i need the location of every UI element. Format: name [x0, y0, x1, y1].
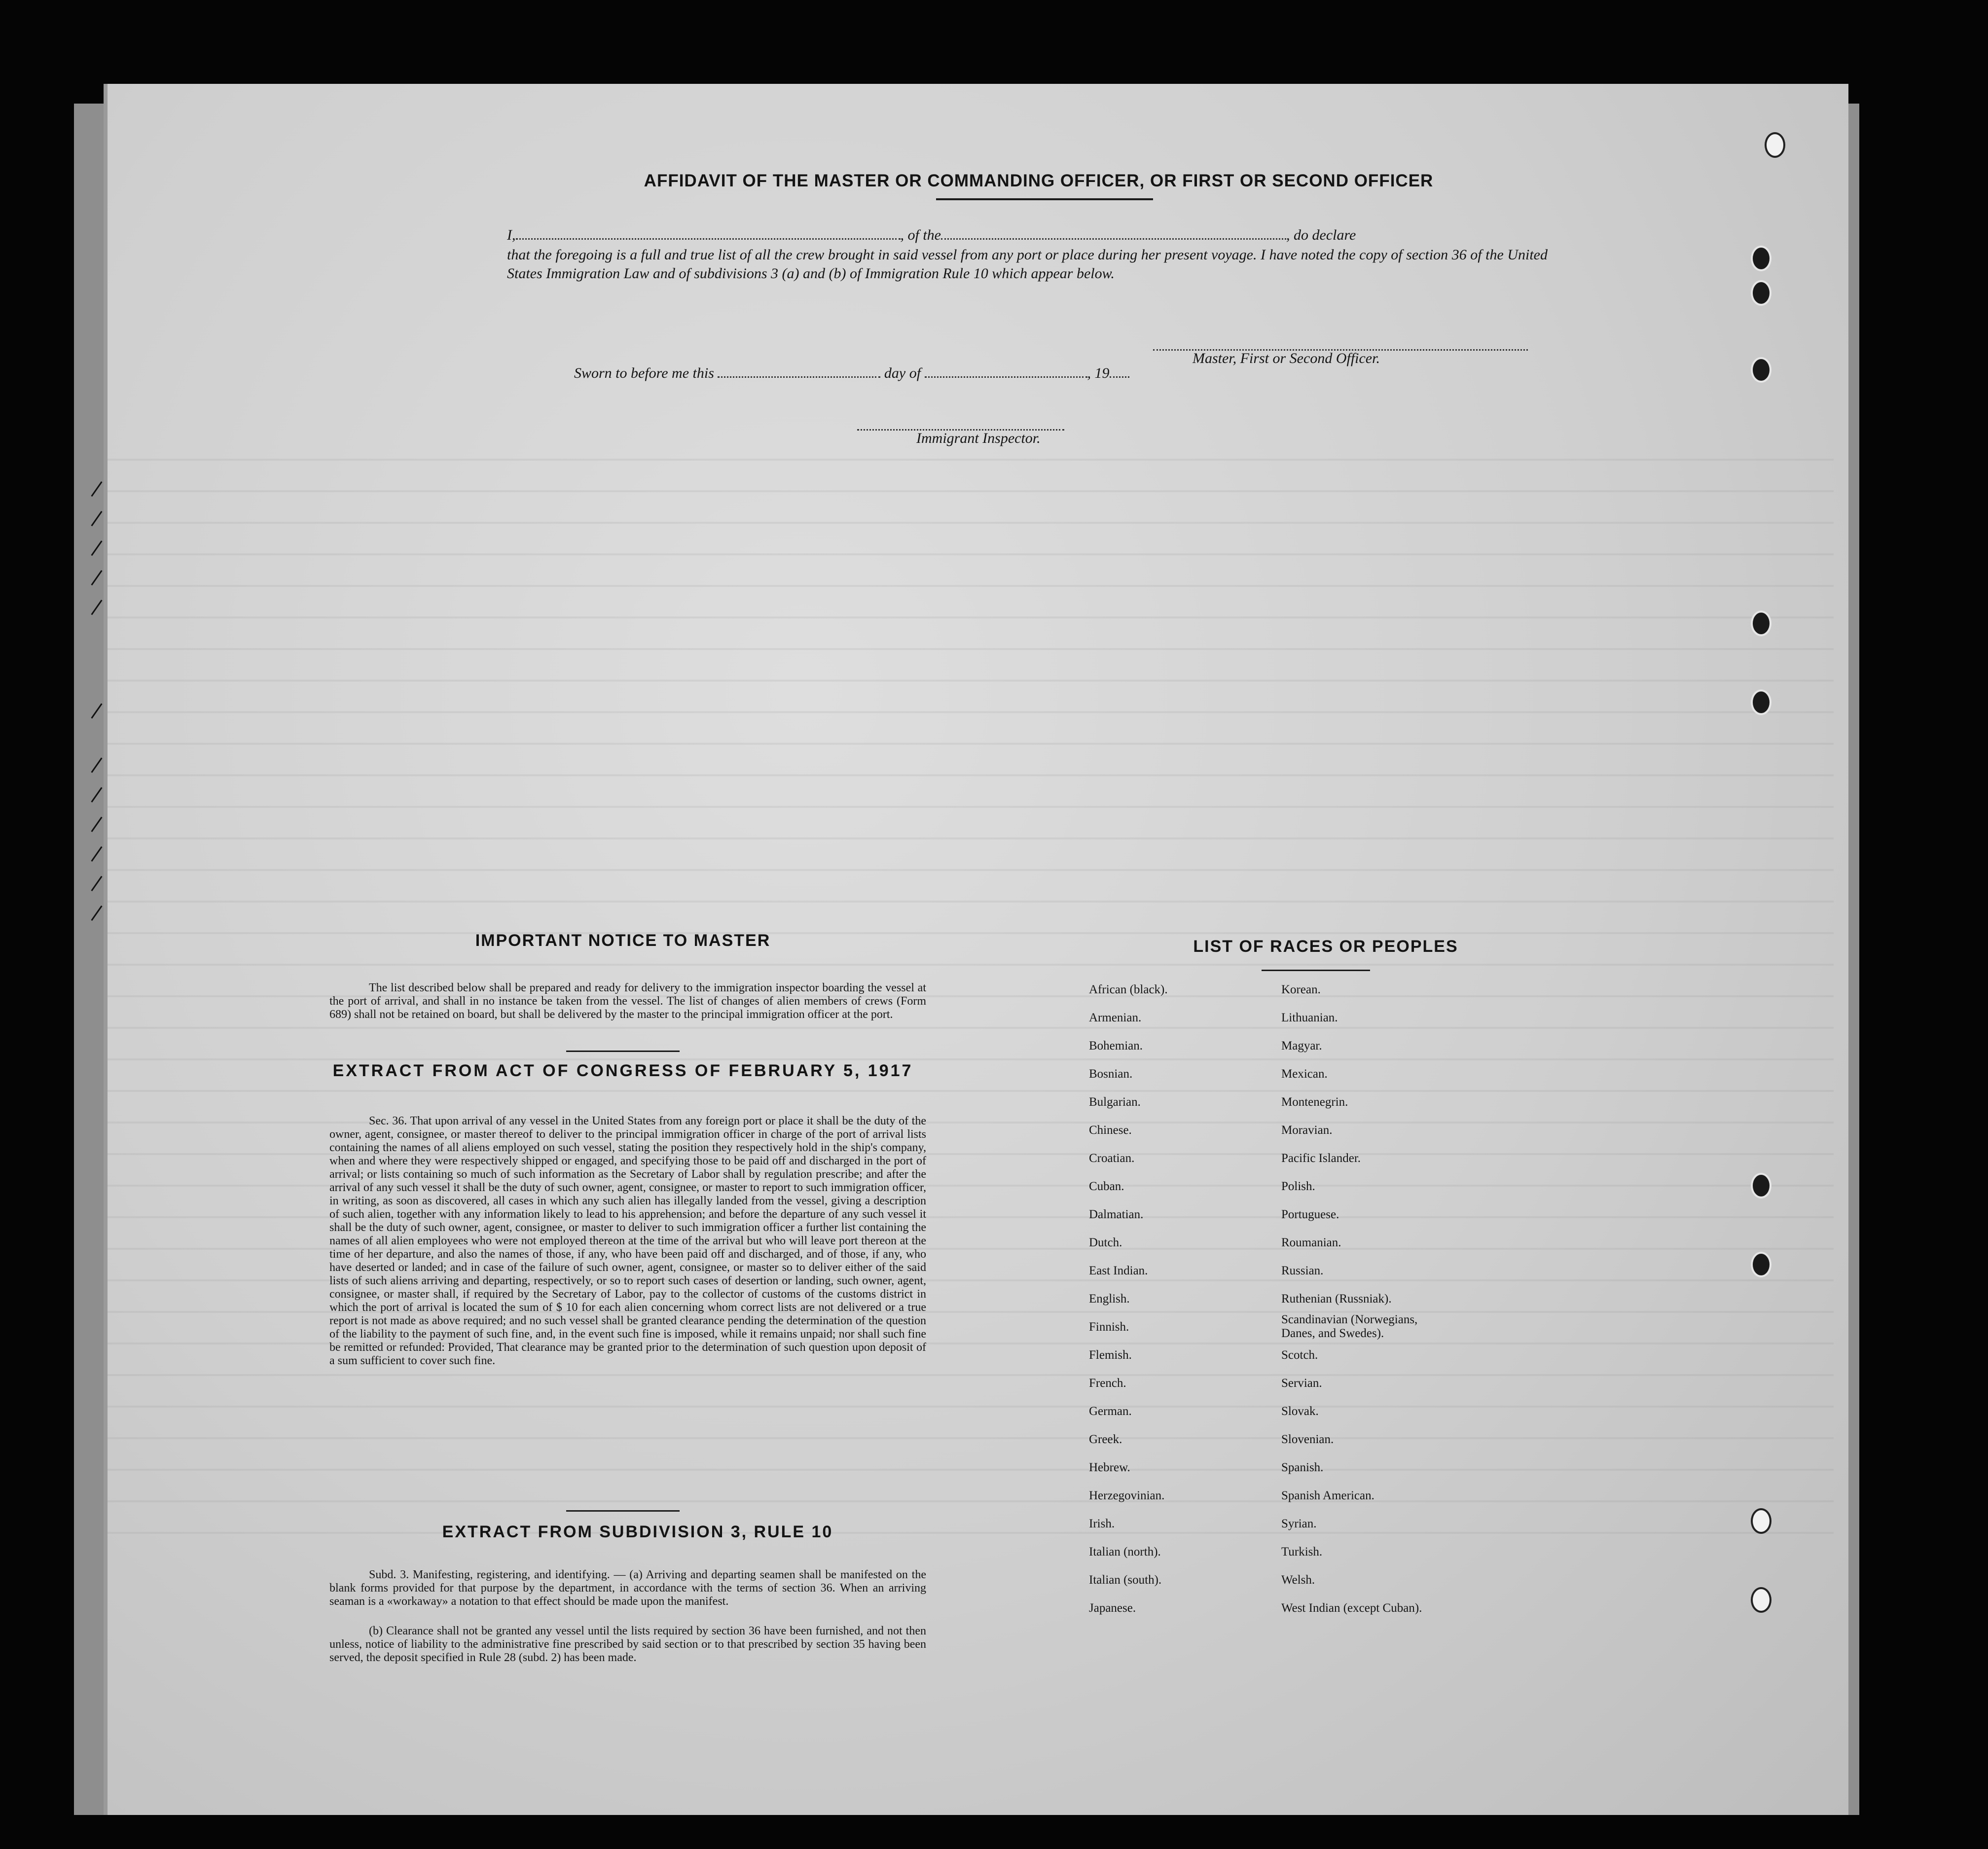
race-item: Spanish.	[1281, 1461, 1324, 1474]
races-heading: LIST OF RACES OR PEOPLES	[1193, 937, 1458, 956]
binder-hole	[1751, 1508, 1771, 1534]
race-item: Ruthenian (Russniak).	[1281, 1292, 1392, 1305]
binder-hole	[1751, 689, 1771, 715]
races-left-column	[1089, 976, 1296, 1622]
race-item: Bosnian.	[1089, 1067, 1133, 1081]
race-item: Bohemian.	[1089, 1039, 1143, 1052]
sworn-day-field[interactable]	[718, 376, 880, 378]
title-underline	[936, 198, 1153, 200]
sworn-line	[574, 364, 1129, 383]
sworn-month-field[interactable]	[925, 376, 1087, 378]
declare-end: , do declare	[1286, 227, 1356, 243]
binder-hole	[1751, 357, 1771, 383]
race-item: Croatian.	[1089, 1152, 1135, 1165]
race-item: Scandinavian (Norwegians, Danes, and Swedes).	[1281, 1313, 1418, 1340]
race-item: French.	[1089, 1377, 1126, 1390]
race-item: Montenegrin.	[1281, 1095, 1348, 1109]
race-item: Flemish.	[1089, 1348, 1132, 1362]
vessel-field[interactable]	[941, 238, 1286, 240]
declaration-line	[507, 226, 1548, 245]
inspector-label: Immigrant Inspector.	[916, 430, 1041, 446]
race-item: Slovenian.	[1281, 1433, 1334, 1446]
race-item: Portuguese.	[1281, 1208, 1339, 1221]
race-item: Italian (north).	[1089, 1545, 1161, 1559]
race-item: Finnish.	[1089, 1320, 1129, 1334]
act-text: Sec. 36. That upon arrival of any vessel in the United States from any foreign port or place it shall be the duty of the owner, agent, consignee, or master thereof to deliver to the principal immigration officer in charge of the port of arrival lists containing the names of all aliens employed on such vessel, stating the position they respectively hold in the ship's company, when and where they were respectively shipped or engaged, and specifying those to be paid off and discharged in the port of arrival; or lists containing so much of such information as the Secretary of Labor shall by regulation prescribe; and after the arrival of any such vessel it shall be the duty of such owner, agent, consignee, or master to report to such immigration officer, in writing, as soon as discovered, all cases in which any such alien has illegally landed from the vessel, giving a description of such alien, together with any information likely to lead to his apprehension; and before the departure of any such vessel it shall be the duty of such owner, agent, consignee, or master to deliver to such immigration officer a further list containing the names of all alien employees who were not employed thereon at the time of the arrival but who will leave port thereon at the time of her departure, and also the names of those, if any, who have been paid off and discharged, and of those, if any, who have deserted or landed; and in case of the failure of such owner, agent, consignee, or master so to deliver either of the said lists of such aliens arriving and departing, respectively, or so to report such cases of desertion or landing, such owner, agent, consignee, or master shall, if required by the Secretary of Labor, pay to the collector of customs of the customs district in which the port of arrival is located the sum of $ 10 for each alien concerning whom correct lists are not delivered or a true report is not made as above required; and no such vessel shall be granted clearance pending the determination of the question of the liability to the payment of such fine, and, in the event such fine is imposed, while it remains unpaid; nor shall such fine be remitted or refunded: Provided, That clearance may be granted prior to the determination of such question upon deposit of a sum sufficient to cover such fine.	[329, 1115, 926, 1367]
signature-label: Master, First or Second Officer.	[1193, 350, 1380, 366]
race-item: Korean.	[1281, 983, 1321, 996]
race-item: Bulgarian.	[1089, 1095, 1141, 1109]
race-item: Servian.	[1281, 1377, 1322, 1390]
rule-text-b: (b) Clearance shall not be granted any vessel until the lists required by section 36 have been furnished, and not then unless, notice of liability to the administrative fine prescribed by said section or to that prescribed by section 35 having been served, the deposit specified in Rule 28 (subd. 2) has been made.	[329, 1625, 926, 1664]
race-item: Armenian.	[1089, 1011, 1142, 1024]
race-item: Italian (south).	[1089, 1573, 1162, 1587]
race-item: Roumanian.	[1281, 1236, 1341, 1249]
race-item: Russian.	[1281, 1264, 1324, 1277]
race-item: English.	[1089, 1292, 1130, 1305]
race-item: Greek.	[1089, 1433, 1122, 1446]
binder-hole	[1751, 280, 1771, 306]
race-item: Scotch.	[1281, 1348, 1318, 1362]
race-item: Dalmatian.	[1089, 1208, 1144, 1221]
notice-text: The list described below shall be prepared and ready for delivery to the immigration inspector boarding the vessel at the port of arrival, and shall in no instance be taken from the vessel. The list of changes of alien members of crews (Form 689) shall not be retained on board, but shall be delivered by the master to the principal immigration officer at the port.	[329, 981, 926, 1021]
binder-hole	[1751, 611, 1771, 636]
race-item: Polish.	[1281, 1180, 1315, 1193]
race-item: German.	[1089, 1405, 1132, 1418]
year-prefix: , 19	[1087, 365, 1110, 381]
race-item: Chinese.	[1089, 1124, 1132, 1137]
notice-rule	[566, 1051, 680, 1052]
race-item: African (black).	[1089, 983, 1168, 996]
race-item: Syrian.	[1281, 1517, 1317, 1530]
race-item: Cuban.	[1089, 1180, 1124, 1193]
sworn-label: Sworn to before me this	[574, 365, 714, 381]
race-item: Pacific Islander.	[1281, 1152, 1361, 1165]
binder-hole	[1751, 246, 1771, 271]
sworn-year-field[interactable]	[1110, 376, 1129, 378]
name-field[interactable]	[516, 238, 901, 240]
race-item: Irish.	[1089, 1517, 1115, 1530]
notice-heading: IMPORTANT NOTICE TO MASTER	[475, 931, 771, 950]
race-item: Spanish American.	[1281, 1489, 1374, 1502]
race-item: East Indian.	[1089, 1264, 1148, 1277]
binder-hole	[1751, 1173, 1771, 1198]
binder-hole	[1751, 1587, 1771, 1613]
rule-text-a: Subd. 3. Manifesting, registering, and identifying. — (a) Arriving and departing seamen shall be manifested on the blank forms provided for that purpose by the department, in accordance with the terms of section 36. When an arriving seaman is a «workaway» a notation to that effect should be made upon the manifest.	[329, 1568, 926, 1608]
race-item: Hebrew.	[1089, 1461, 1130, 1474]
race-item: Dutch.	[1089, 1236, 1122, 1249]
binder-hole	[1765, 132, 1785, 158]
binder-hole	[1751, 1252, 1771, 1277]
race-item: West Indian (except Cuban).	[1281, 1601, 1422, 1615]
race-item: Welsh.	[1281, 1573, 1315, 1587]
race-item: Turkish.	[1281, 1545, 1323, 1559]
race-item: Magyar.	[1281, 1039, 1322, 1052]
day-of-label: day of	[884, 365, 921, 381]
race-item: Japanese.	[1089, 1601, 1136, 1615]
rule-heading: EXTRACT FROM SUBDIVISION 3, RULE 10	[442, 1523, 833, 1541]
races-right-column	[1281, 976, 1557, 1622]
affidavit-title: AFFIDAVIT OF THE MASTER OR COMMANDING OFFICER, OR FIRST OR SECOND OFFICER	[644, 171, 1434, 190]
act-rule	[566, 1510, 680, 1512]
declare-lead: I,	[507, 227, 516, 243]
race-item: Mexican.	[1281, 1067, 1328, 1081]
race-item: Slovak.	[1281, 1405, 1319, 1418]
race-item: Moravian.	[1281, 1124, 1333, 1137]
act-heading: EXTRACT FROM ACT OF CONGRESS OF FEBRUARY 5, 1917	[332, 1061, 913, 1080]
race-item: Lithuanian.	[1281, 1011, 1338, 1024]
declaration-body: that the foregoing is a full and true list of all the crew brought in said vessel from any port or place during her present voyage. I have noted the copy of section 36 of the United States Immigration Law and of subdivisions 3 (a) and (b) of Immigration Rule 10 which appear below.	[507, 247, 1548, 282]
races-rule	[1262, 970, 1370, 971]
race-item: Herzegovinian.	[1089, 1489, 1165, 1502]
declare-of-the: , of the	[900, 227, 941, 243]
manifest-sheet	[104, 84, 1848, 1815]
